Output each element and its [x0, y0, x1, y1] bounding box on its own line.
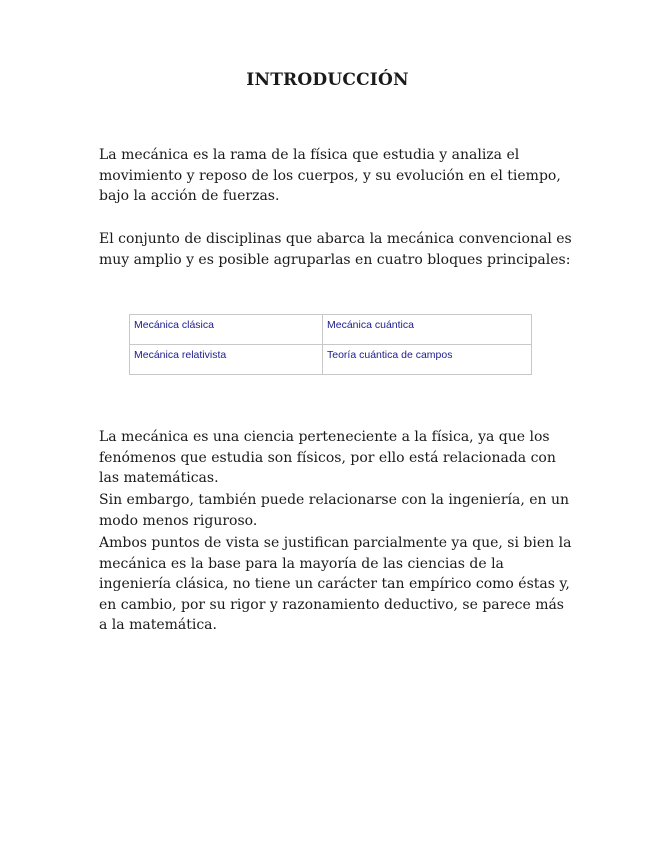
paragraph-disciplines: El conjunto de disciplinas que abarca la mecánica convencional es muy amplio y es posible agruparlas en cuatro bloques principales:	[99, 231, 572, 268]
table-cell-classical-mechanics: Mecánica clásica	[130, 315, 323, 345]
table-cell-quantum-mechanics: Mecánica cuántica	[323, 315, 532, 345]
mechanics-blocks-table	[129, 314, 532, 375]
paragraph-definition: La mecánica es la rama de la física que estudia y analiza el movimiento y reposo de los cuerpos, y su evolución en el tiempo, bajo la acción de fuerzas.	[99, 147, 561, 204]
table-cell-relativistic-mechanics: Mecánica relativista	[130, 345, 323, 375]
paragraph-engineering-relation: Sin embargo, también puede relacionarse con la ingeniería, en un modo menos riguroso.	[99, 492, 570, 529]
paragraph-viewpoints: Ambos puntos de vista se justifican parcialmente ya que, si bien la mecánica es la base para la mayoría de las ciencias de la ingeniería clásica, no tiene un carácter tan empírico como éstas y, en cambio, por su rigor y razonamiento deductivo, se parece más a la matemática.	[99, 535, 572, 633]
table-cell-quantum-field-theory: Teoría cuántica de campos	[323, 345, 532, 375]
paragraph-physics-relation: La mecánica es una ciencia perteneciente a la física, ya que los fenómenos que estudia son físicos, por ello está relacionada con las matemáticas.	[99, 429, 556, 486]
table-row	[130, 345, 532, 375]
page-title: INTRODUCCIÓN	[246, 70, 409, 90]
table-row	[130, 315, 532, 345]
